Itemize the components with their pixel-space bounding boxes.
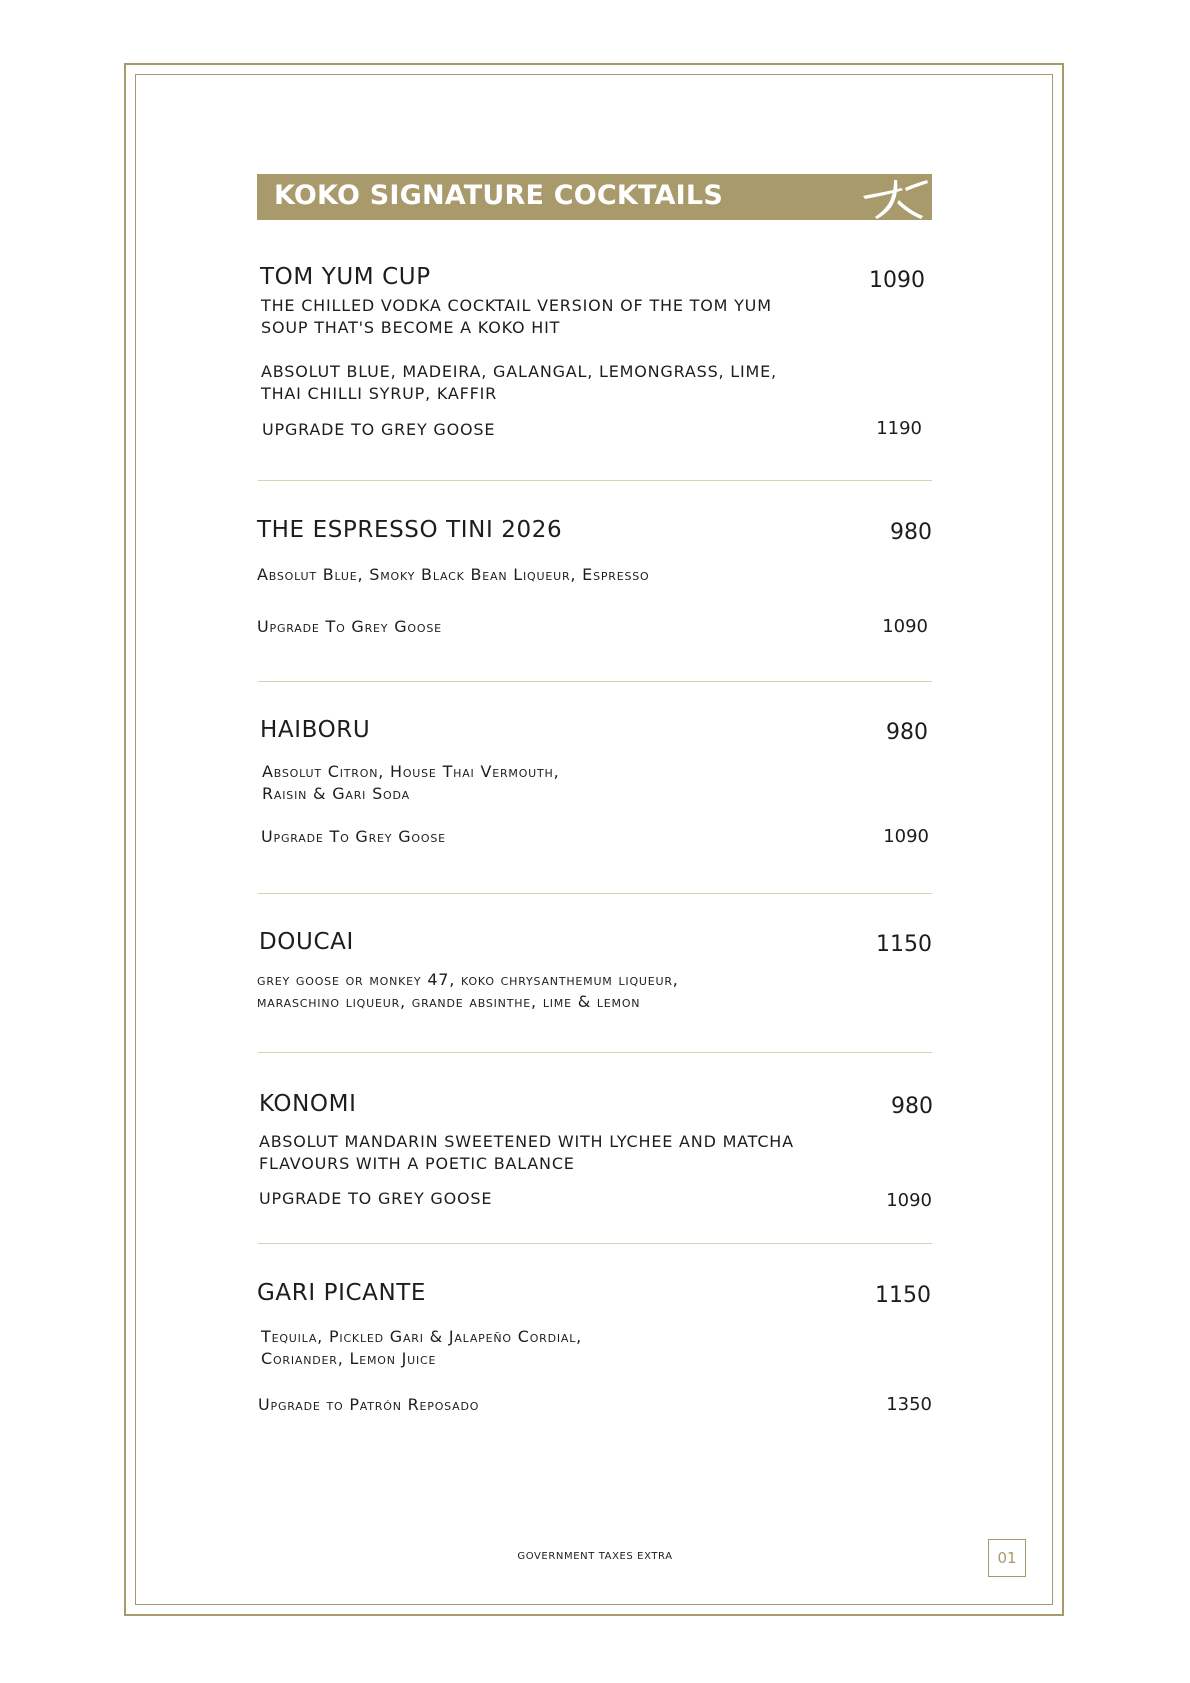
footer-tax-note: GOVERNMENT TAXES EXTRA — [517, 1551, 673, 1562]
upgrade-label: UPGRADE TO GREY GOOSE — [259, 1189, 493, 1208]
item-price-tom-yum-cup: 1090 — [869, 268, 925, 293]
item-divider — [258, 1243, 932, 1244]
item-divider — [258, 893, 932, 894]
item-name-gari-picante: GARI PICANTE — [257, 1280, 427, 1306]
item-price-espresso-tini: 980 — [890, 520, 932, 545]
section-header-banner — [257, 174, 932, 220]
item-name-espresso-tini: THE ESPRESSO TINI 2026 — [257, 517, 563, 543]
item-price-konomi: 980 — [891, 1094, 933, 1119]
upgrade-price: 1090 — [882, 616, 928, 637]
upgrade-label: UPGRADE TO GREY GOOSE — [262, 420, 496, 439]
upgrade-label: Upgrade To Grey Goose — [261, 827, 446, 846]
item-ingredients-line: grey goose or monkey 47, koko chrysanthemum liqueur, — [257, 970, 679, 989]
upgrade-price: 1090 — [886, 1190, 932, 1211]
upgrade-price: 1090 — [883, 826, 929, 847]
kanji-brush-icon — [857, 174, 932, 220]
item-divider — [258, 480, 932, 481]
item-divider — [258, 681, 932, 682]
item-ingredients-line: Absolut Citron, House Thai Vermouth, — [262, 762, 560, 781]
item-ingredients-line: ABSOLUT MANDARIN SWEETENED WITH LYCHEE AND MATCHA — [259, 1132, 794, 1151]
item-name-tom-yum-cup: TOM YUM CUP — [260, 264, 431, 290]
item-ingredients-line: FLAVOURS WITH A POETIC BALANCE — [259, 1154, 575, 1173]
item-tagline-line: SOUP THAT'S BECOME A KOKO HIT — [261, 318, 561, 337]
item-ingredients-line: ABSOLUT BLUE, MADEIRA, GALANGAL, LEMONGRASS, LIME, — [261, 362, 777, 381]
item-tagline-line: THE CHILLED VODKA COCKTAIL VERSION OF THE TOM YUM — [261, 296, 772, 315]
item-ingredients-line: maraschino liqueur, grande absinthe, lime & lemon — [257, 992, 641, 1011]
item-price-doucai: 1150 — [876, 932, 932, 957]
item-name-konomi: KONOMI — [259, 1091, 357, 1117]
upgrade-label: Upgrade to Patrón Reposado — [258, 1395, 480, 1414]
page-number: 01 — [988, 1539, 1026, 1577]
item-ingredients-line: THAI CHILLI SYRUP, KAFFIR — [261, 384, 498, 403]
item-ingredients-line: Raisin & Gari Soda — [262, 784, 410, 803]
item-name-doucai: DOUCAI — [259, 929, 354, 955]
item-ingredients-line: Coriander, Lemon Juice — [261, 1349, 437, 1368]
upgrade-label: Upgrade To Grey Goose — [257, 617, 442, 636]
item-name-haiboru: HAIBORU — [260, 717, 371, 743]
upgrade-price: 1350 — [886, 1394, 932, 1415]
item-ingredients-line: Absolut Blue, Smoky Black Bean Liqueur, Espresso — [257, 565, 650, 584]
section-title: KOKO SIGNATURE COCKTAILS — [274, 180, 723, 211]
item-ingredients-line: Tequila, Pickled Gari & Jalapeño Cordial, — [261, 1327, 583, 1346]
item-price-gari-picante: 1150 — [875, 1283, 931, 1308]
item-price-haiboru: 980 — [886, 720, 928, 745]
item-divider — [258, 1052, 932, 1053]
upgrade-price: 1190 — [876, 418, 922, 439]
